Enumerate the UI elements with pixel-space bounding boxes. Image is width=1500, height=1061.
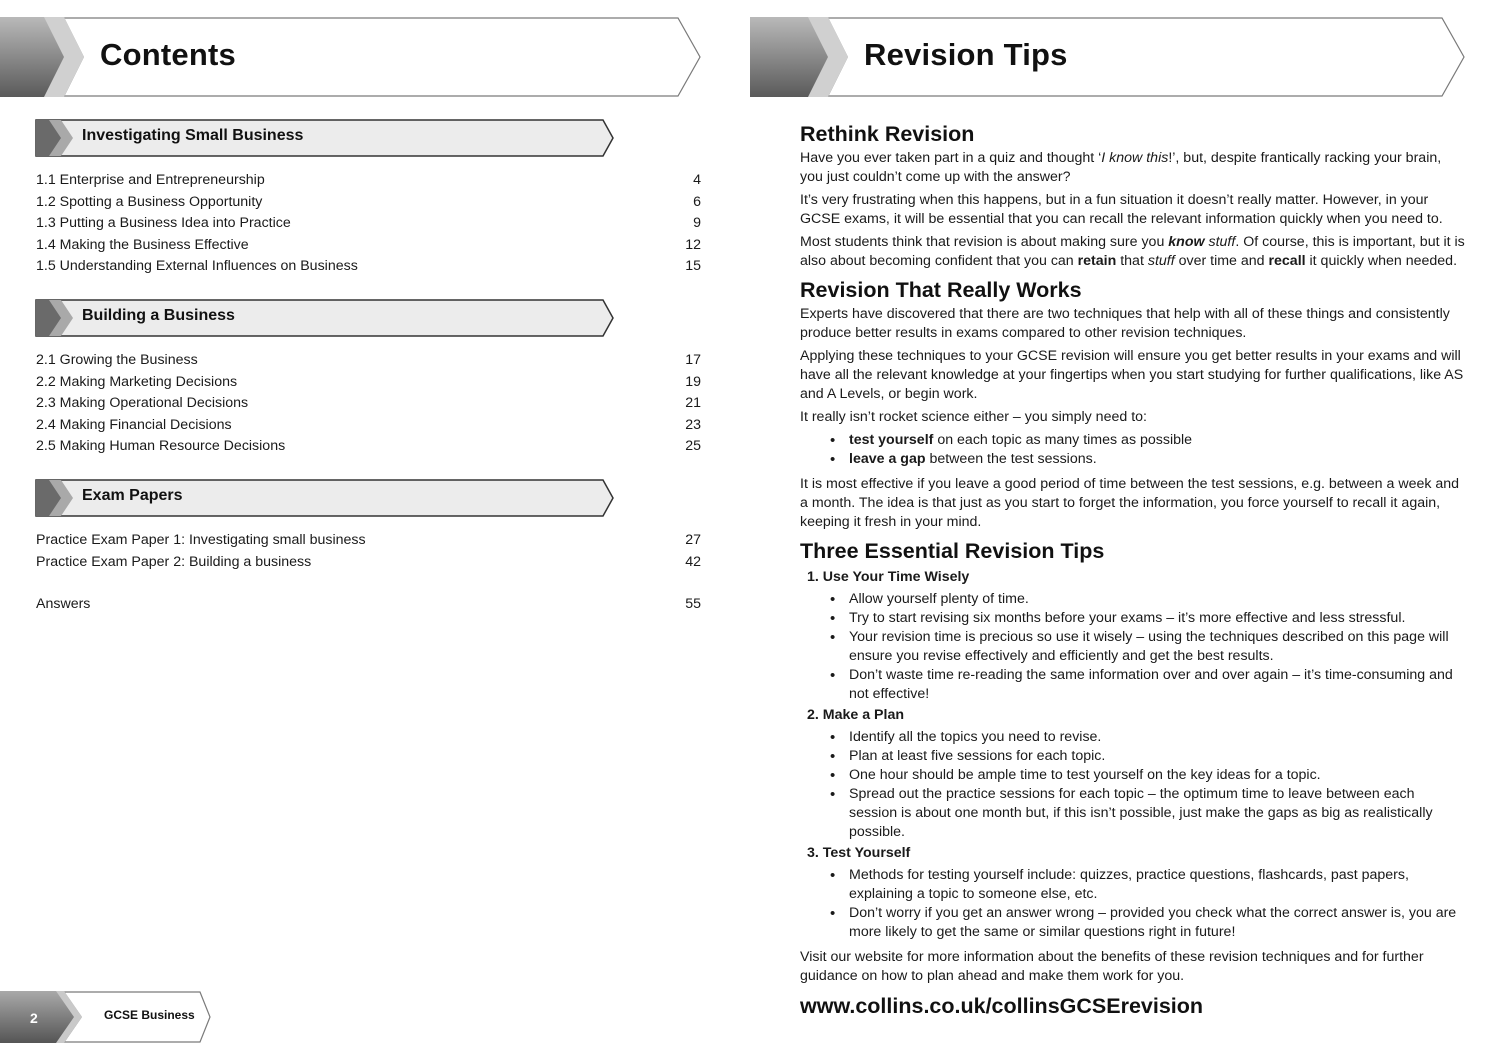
list-item: • One hour should be ample time to test yourself on the key ideas for a topic. <box>800 766 1465 785</box>
list-item: • Identify all the topics you need to revise. <box>800 728 1465 747</box>
toc-entry-label: 1.5 Understanding External Influences on Business <box>36 258 358 274</box>
section-heading: Building a Business <box>82 307 235 324</box>
tip-group-title: 1. Use Your Time Wisely <box>807 569 970 585</box>
toc-entry[interactable] <box>36 415 701 437</box>
toc-entry-label: 2.2 Making Marketing Decisions <box>36 373 238 390</box>
bullet-list <box>800 590 1465 704</box>
toc-entry-label: Answers <box>36 596 91 612</box>
toc-list <box>36 530 701 573</box>
paragraph: Applying these techniques to your GCSE revision will ensure you get better results in your exams and will have all the relevant knowledge at your fingertips when you start studying for further qualifications, like AS and A Levels, or begin work. <box>800 348 1464 402</box>
bullet-list <box>800 866 1465 942</box>
section-bar <box>35 479 615 517</box>
toc-entry-page: 19 <box>685 373 701 390</box>
revision-tips-content <box>800 117 1465 1019</box>
list-item: • Don’t worry if you get an answer wrong – provided you check what the correct answer is, you are more likely to get the same or similar questions right in future! <box>800 904 1465 942</box>
list-item: • Try to start revising six months before your exams – it’s more effective and less stressful. <box>800 609 1465 628</box>
toc-entry-page: 27 <box>685 532 701 548</box>
toc-entry-page: 4 <box>693 172 701 188</box>
revision-tips-banner-shape <box>750 17 1466 97</box>
heading-revision-that-works: Revision That Really Works <box>800 278 1082 302</box>
toc-entry-label: 2.4 Making Financial Decisions <box>36 416 232 433</box>
list-item: • Don’t waste time re-reading the same information over and over again – it’s time-consuming and not effective! <box>800 666 1465 704</box>
toc-entry-label: 1.3 Putting a Business Idea into Practice <box>36 215 291 231</box>
bullet-list <box>800 728 1465 842</box>
website-link[interactable]: www.collins.co.uk/collinsGCSErevision <box>800 994 1204 1018</box>
toc-entry[interactable] <box>36 530 701 552</box>
toc-entry-page: 55 <box>685 596 701 612</box>
toc-entry-answers[interactable] <box>36 594 701 616</box>
toc-entry-page: 6 <box>693 193 701 210</box>
section-bar <box>35 119 615 157</box>
tip-group-title: 3. Test Yourself <box>807 845 911 861</box>
toc-entry-page: 17 <box>685 352 701 368</box>
toc-entry[interactable] <box>36 350 701 372</box>
contents-banner <box>0 17 702 97</box>
list-item: • leave a gap between the test sessions. <box>800 450 1465 469</box>
list-item: • test yourself on each topic as many times as possible <box>800 431 1465 450</box>
toc-entry-label: 1.4 Making the Business Effective <box>36 236 249 253</box>
toc-list <box>36 170 701 278</box>
list-item: • Plan at least five sessions for each topic. <box>800 747 1465 766</box>
toc-entry[interactable] <box>36 372 701 394</box>
tip-group-title: 2. Make a Plan <box>807 707 904 723</box>
list-item: • Spread out the practice sessions for each topic – the optimum time to leave between each session is about one month but, if this isn’t possible, just make the gaps as big as realistically possible. <box>800 785 1465 842</box>
book-title: GCSE Business <box>104 1008 195 1022</box>
toc-entry-label: 1.1 Enterprise and Entrepreneurship <box>36 172 265 188</box>
heading-rethink-revision: Rethink Revision <box>800 122 975 146</box>
toc-entry-page: 15 <box>685 258 701 274</box>
toc-entry-label: Practice Exam Paper 2: Building a business <box>36 553 312 570</box>
section-heading: Investigating Small Business <box>82 127 304 144</box>
toc-entry[interactable] <box>36 256 701 278</box>
toc-list <box>36 594 701 616</box>
toc-entry-label: 2.3 Making Operational Decisions <box>36 395 249 411</box>
toc-entry-page: 9 <box>693 215 701 231</box>
paragraph: It is most effective if you leave a good period of time between the test sessions, e.g. between a week and a month. The idea is that just as you start to forget the information, you force yourself to recall it again, keeping it fresh in your mind. <box>800 476 1460 530</box>
toc-entry-label: 2.1 Growing the Business <box>36 352 198 368</box>
list-item: • Methods for testing yourself include: quizzes, practice questions, flashcards, past papers, explaining a topic to someone else, etc. <box>800 866 1465 904</box>
toc-entry-page: 12 <box>685 236 701 253</box>
toc-entry[interactable] <box>36 552 701 574</box>
paragraph: Experts have discovered that there are two techniques that help with all of these things and consistently produce better results in exams compared to other revision techniques. <box>800 306 1450 341</box>
revision-tips-banner <box>750 17 1466 97</box>
toc-entry[interactable] <box>36 393 701 415</box>
toc-entry[interactable] <box>36 192 701 214</box>
toc-list <box>36 350 701 458</box>
toc-entry-page: 42 <box>685 553 701 570</box>
toc-entry-page: 21 <box>685 395 701 411</box>
page-title: Revision Tips <box>864 37 1068 72</box>
paragraph: Have you ever taken part in a quiz and thought ‘I know this!’, but, despite frantically racking your brain, you just couldn’t come up with the answer? <box>800 150 1442 185</box>
section-bar <box>35 299 615 337</box>
toc-entry[interactable] <box>36 436 701 458</box>
heading-three-tips: Three Essential Revision Tips <box>800 539 1105 563</box>
bullet-list <box>800 431 1465 469</box>
toc-entry-page: 23 <box>685 416 701 433</box>
paragraph: Most students think that revision is about making sure you know stuff. Of course, this is important, but it is also about becoming confident that you can retain that stuff over time and recall it quickly when needed. <box>800 234 1465 269</box>
toc-entry[interactable] <box>36 235 701 257</box>
paragraph: It’s very frustrating when this happens, but in a fun situation it doesn’t really matter. However, in your GCSE exams, it will be essential that you can recall the relevant information quickly when you need to. <box>800 192 1443 227</box>
toc-entry[interactable] <box>36 213 701 235</box>
list-item: • Your revision time is precious so use it wisely – using the techniques described on this page will ensure you revise effectively and efficiently and get the best results. <box>800 628 1465 666</box>
paragraph: It really isn’t rocket science either – you simply need to: <box>800 409 1147 425</box>
toc-entry-label: 2.5 Making Human Resource Decisions <box>36 438 286 454</box>
toc-entry-label: Practice Exam Paper 1: Investigating small business <box>36 532 366 548</box>
page-footer <box>0 991 212 1043</box>
toc-entry-label: 1.2 Spotting a Business Opportunity <box>36 193 263 210</box>
section-heading: Exam Papers <box>82 487 183 504</box>
page-title: Contents <box>100 37 236 72</box>
paragraph: Visit our website for more information about the benefits of these revision techniques and for further guidance on how to plan ahead and make them work for you. <box>800 949 1424 984</box>
toc-entry-page: 25 <box>685 438 701 454</box>
page-number: 2 <box>30 1010 38 1026</box>
list-item: • Allow yourself plenty of time. <box>800 590 1465 609</box>
toc-entry[interactable] <box>36 170 701 192</box>
